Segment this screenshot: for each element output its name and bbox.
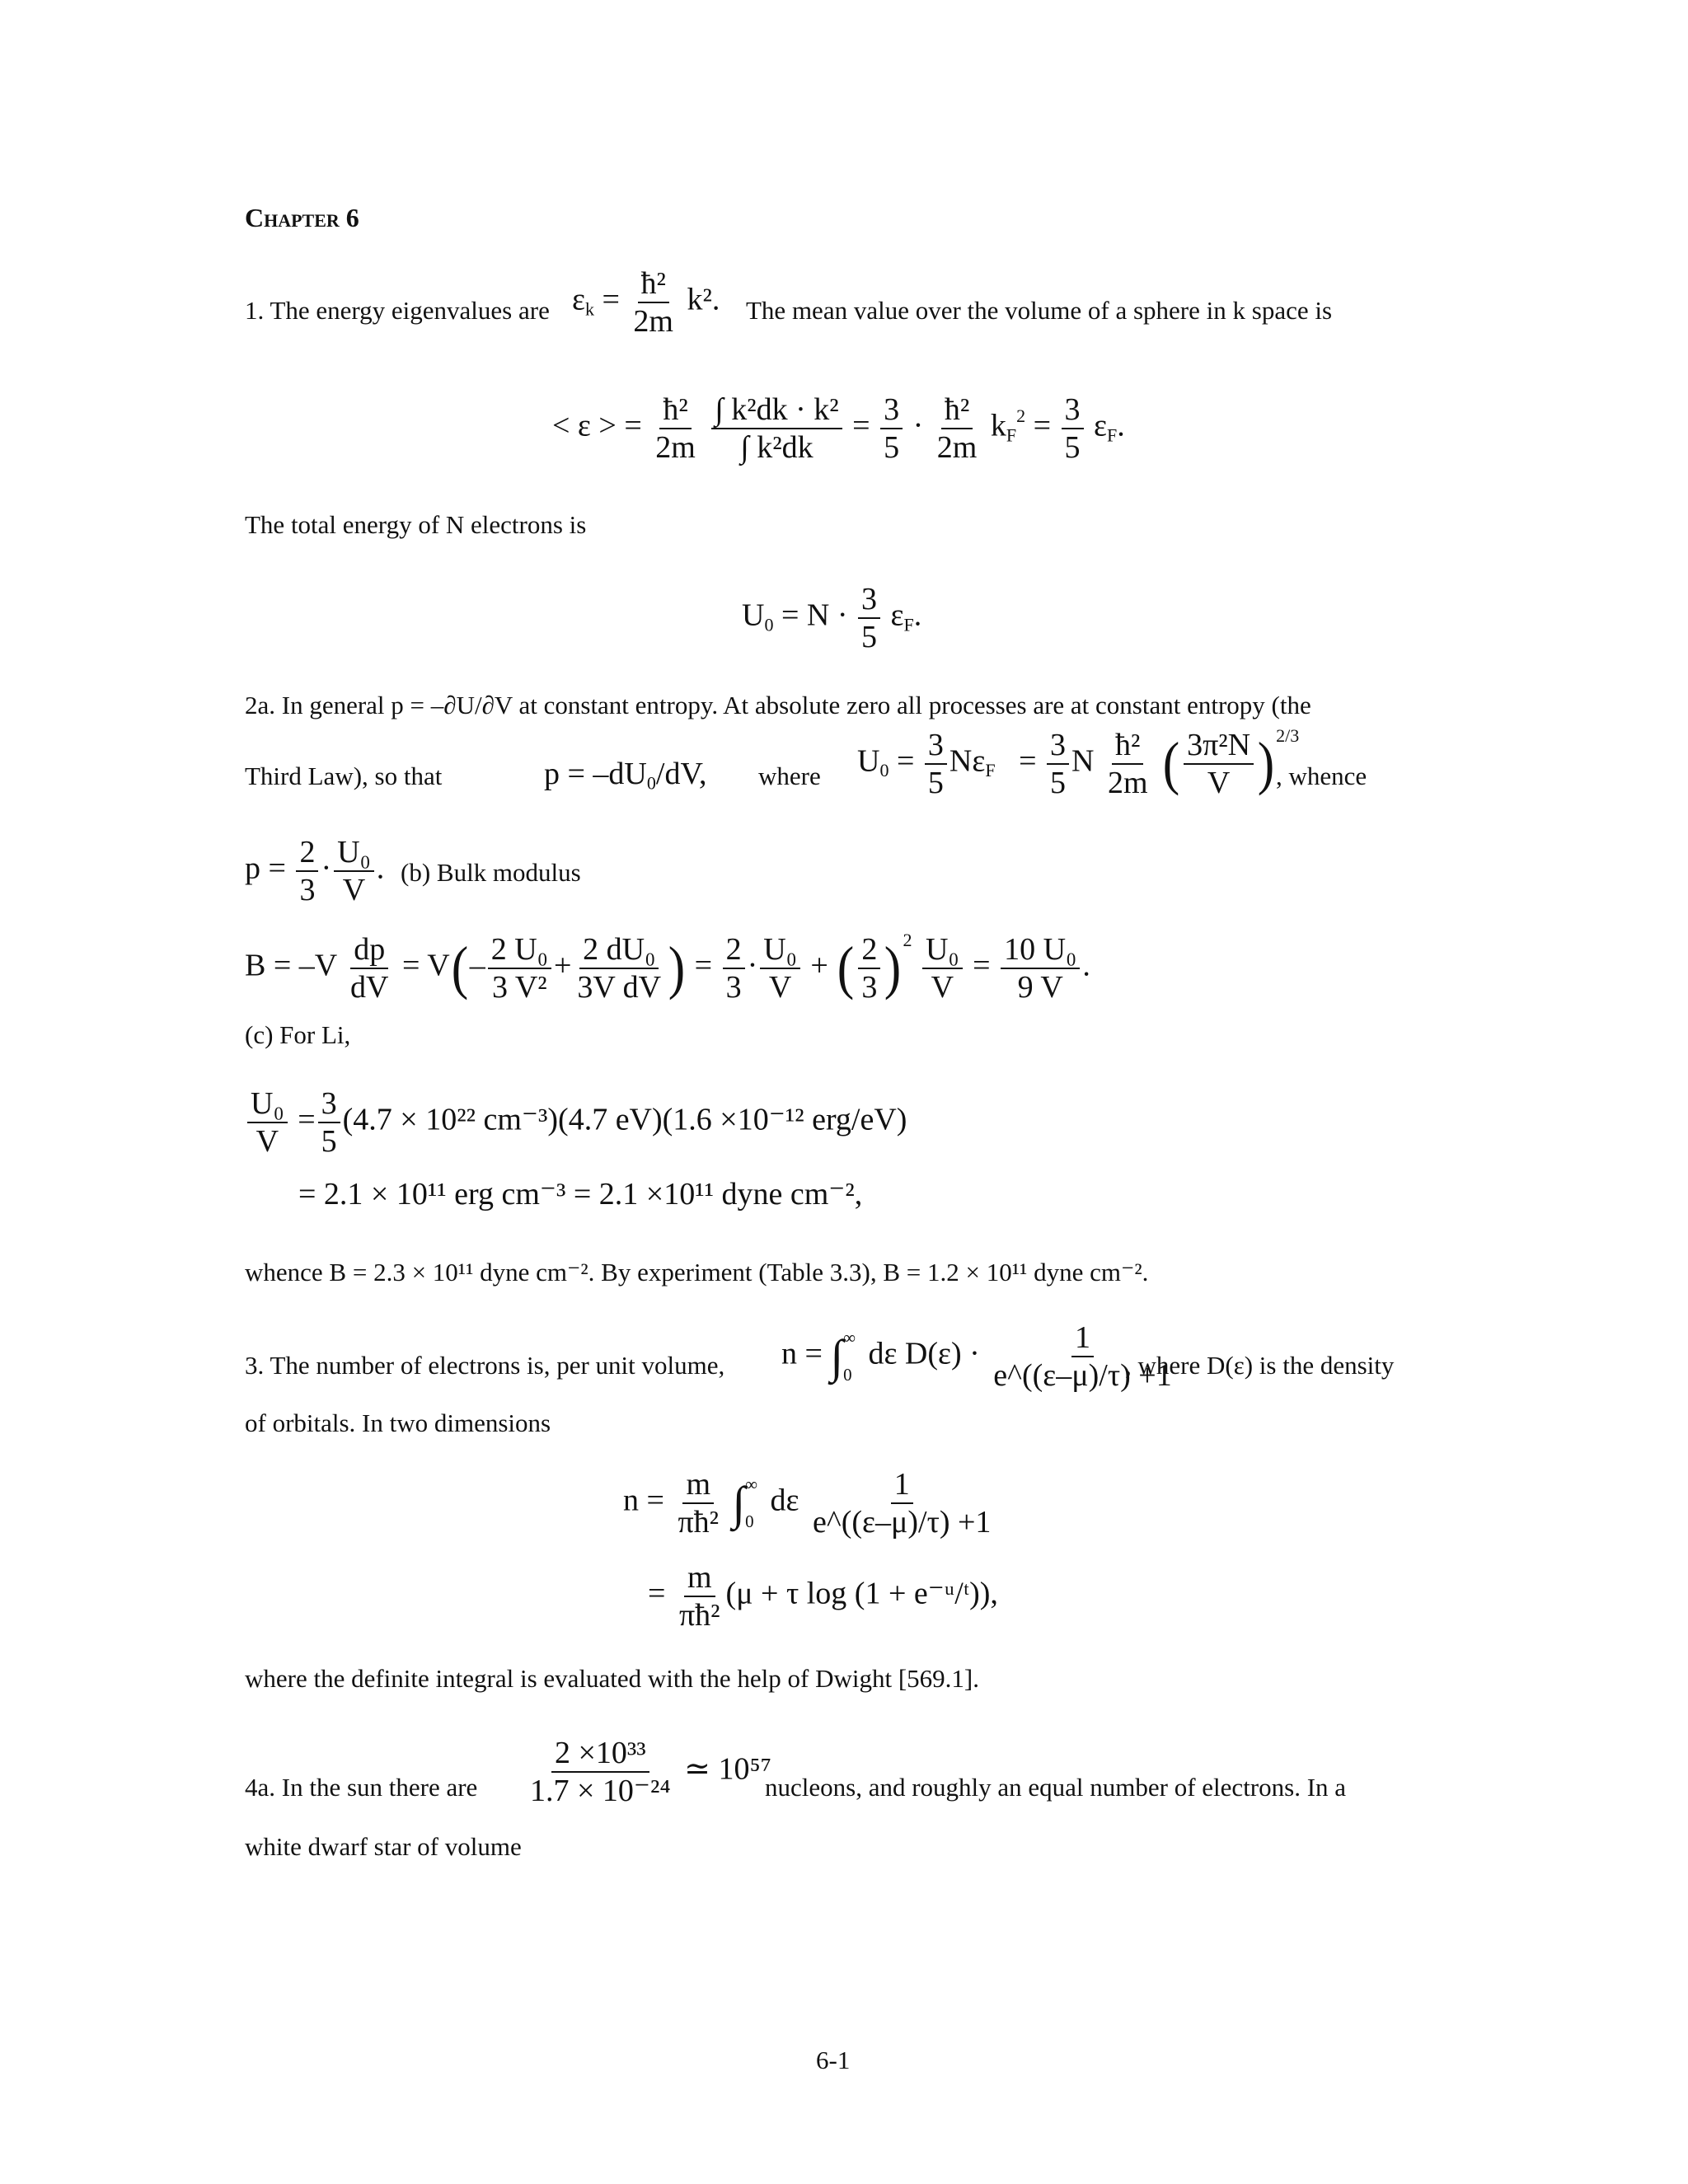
p2-b-f1 bbox=[347, 931, 392, 1005]
p2-b-lparen2: ( bbox=[837, 934, 855, 1001]
p2-whence: , whence bbox=[1276, 762, 1367, 790]
p2-b-f5-num: U₀ bbox=[760, 934, 800, 969]
p2-b-f4 bbox=[723, 931, 745, 1005]
p3-integral-sign: ∫ bbox=[830, 1330, 844, 1383]
p3-dwight: where the definite integral is evaluated with the help of Dwight [569.1]. bbox=[245, 1664, 979, 1693]
p2-u0c-frac3 bbox=[1184, 729, 1254, 799]
p2-li-f1-den: V bbox=[256, 1124, 279, 1159]
p2-pdef-tail: /dV, bbox=[655, 757, 707, 791]
p2-li-f1 bbox=[247, 1088, 288, 1157]
p2-b-dot: · bbox=[747, 948, 758, 983]
p1-mean-f5-den: 5 bbox=[1064, 430, 1081, 465]
p1-mean-f1 bbox=[652, 394, 699, 463]
p1-eig-sub: k bbox=[584, 298, 594, 320]
p4-frac bbox=[527, 1737, 674, 1807]
p3-n-num: 1 bbox=[1071, 1322, 1094, 1357]
p2-p-f1-den: 3 bbox=[299, 873, 316, 907]
p2-p-end: . bbox=[376, 851, 385, 886]
p2-li-f2-num: 3 bbox=[318, 1088, 340, 1123]
p3-n2-integral-sign: ∫ bbox=[732, 1477, 746, 1530]
p2-b-rparen: ) bbox=[668, 934, 686, 1001]
p4-frac-den: 1.7 × 10⁻²⁴ bbox=[530, 1774, 671, 1808]
p3-lim-top: ∞ bbox=[843, 1328, 856, 1347]
p2-li-eq-sign: = bbox=[298, 1102, 316, 1137]
p2-li-f2-den: 5 bbox=[321, 1124, 337, 1159]
p4-intro: 4a. In the sun there are bbox=[245, 1773, 478, 1802]
p1-mean-eps: ε bbox=[1094, 408, 1108, 443]
p4-frac-eq bbox=[524, 1737, 771, 1807]
p2-u0c-den: 5 bbox=[1050, 765, 1067, 800]
p1-mean-f3-num: 3 bbox=[880, 394, 903, 429]
p3-n2-limits bbox=[745, 1476, 757, 1530]
p2-b-f7-den: V bbox=[931, 969, 954, 1005]
p3-n2-lim-top: ∞ bbox=[745, 1474, 758, 1494]
p3-n-lhs: n = bbox=[781, 1336, 823, 1371]
p3-n2-f1 bbox=[674, 1469, 722, 1538]
p3-n2-f2-den: e^((ε–μ)/τ) +1 bbox=[813, 1505, 992, 1540]
p2-line1: 2a. In general p = –∂U/∂V at constant entropy. At absolute zero all processes are at constant entropy (the bbox=[245, 691, 1311, 719]
p2-b-f3-den: 3V dV bbox=[577, 969, 662, 1005]
p2-u0c-frac1 bbox=[1047, 729, 1069, 799]
p2-b-f7-num: U₀ bbox=[922, 934, 963, 969]
p2-u0-defs bbox=[857, 727, 1299, 799]
p1-u0-num: 3 bbox=[858, 583, 880, 619]
p3-n2-eq bbox=[623, 1469, 996, 1538]
p1-u0-sub: 0 bbox=[764, 614, 774, 635]
p2-bulk-eq: B = –V $\frac{dp}{dV}$ = V(– $\frac{\text{2 U₀}}{\text{3 V²}}$ + $\frac{\text{2 dU₀}}{\text{3V dV}}$ ) = $\frac{2}{3}$ · $\frac{\text{U₀}}{V}$ + ( $\frac{2}{3}$ )$^2$ $\frac{\text{U₀}}{V}$ = $\frac{\text{10 U₀}}{9 V}$ . bbox=[245, 930, 1090, 1005]
p1-u0-eq bbox=[742, 583, 921, 653]
p2-pdef-sub: 0 bbox=[646, 772, 656, 794]
p1-eig-num: ħ² bbox=[638, 268, 669, 303]
p2-li-eq bbox=[245, 1088, 907, 1157]
p2-pdef-main: p = –dU bbox=[544, 757, 647, 791]
chapter-heading: Chapter 6 bbox=[245, 203, 359, 232]
p2-u0c-hnum: ħ² bbox=[1112, 729, 1143, 765]
p1-eig-den: 2m bbox=[633, 304, 673, 339]
p2-b-f6-num: 2 bbox=[858, 934, 880, 969]
p1-eig-equals: = bbox=[602, 282, 620, 317]
p3-n2-de: dε bbox=[770, 1483, 799, 1518]
p1-eigenvalue-eq bbox=[572, 268, 720, 337]
p2-b-f6-den: 3 bbox=[861, 969, 878, 1005]
p2-li-f1-num: U₀ bbox=[247, 1088, 288, 1123]
p1-u0-eps: ε bbox=[890, 598, 904, 633]
p2-u0b-sub: 0 bbox=[879, 759, 889, 780]
p1-mean-eq bbox=[552, 394, 1125, 463]
p1-mean-f4-num: ħ² bbox=[941, 394, 973, 429]
p3-n2-f1-num: m bbox=[682, 1469, 714, 1504]
p4-tail: nucleons, and roughly an equal number of electrons. In a bbox=[765, 1773, 1347, 1802]
p2-u0c-pden: V bbox=[1207, 765, 1231, 800]
p4-line2: white dwarf star of volume bbox=[245, 1832, 522, 1861]
p2-p-f2-den: V bbox=[342, 873, 366, 907]
p2-li-line2: = 2.1 × 10¹¹ erg cm⁻³ = 2.1 ×10¹¹ dyne cm⁻², bbox=[298, 1177, 863, 1212]
page-number: 6-1 bbox=[816, 2046, 851, 2074]
p1-mean-lhs: < ε > = bbox=[552, 408, 642, 443]
p2-u0b: U bbox=[857, 743, 880, 779]
p2-b-rparen2: ) bbox=[884, 934, 902, 1001]
p2-p-f1 bbox=[296, 837, 318, 906]
p2-pdef bbox=[544, 758, 707, 793]
p2-u0b-num: 3 bbox=[925, 729, 947, 765]
p3-n3-eq-sign: = bbox=[648, 1576, 666, 1611]
p2-b-f3 bbox=[574, 931, 664, 1005]
p1-mean-f1-den: 2m bbox=[655, 430, 696, 465]
p2-li-label: (c) For Li, bbox=[245, 1020, 351, 1049]
p2-result: whence B = 2.3 × 10¹¹ dyne cm⁻². By experiment (Table 3.3), B = 1.2 × 10¹¹ dyne cm⁻². bbox=[245, 1258, 1149, 1286]
p1-mean-f2-num: ∫ k²dk · k² bbox=[711, 394, 842, 429]
p2-where: where bbox=[758, 762, 821, 790]
p2-u0c-pnum: 3π²N bbox=[1184, 729, 1254, 765]
p2-b-f6 bbox=[858, 931, 880, 1005]
p2-b-f4-den: 3 bbox=[725, 969, 742, 1005]
p3-n2-lhs: n = bbox=[623, 1483, 664, 1518]
p3-n2-f2-num: 1 bbox=[891, 1469, 913, 1504]
p2-b-f1-num: dp bbox=[350, 934, 388, 969]
p2-u0c-frac2 bbox=[1104, 729, 1151, 799]
p3-n3-eq bbox=[648, 1562, 998, 1631]
p3-n3-den: πħ² bbox=[678, 1598, 720, 1633]
p1-u0-den: 5 bbox=[861, 620, 877, 654]
p2-p-lhs: p = bbox=[245, 851, 286, 886]
p1-mean-f3-den: 5 bbox=[884, 430, 900, 465]
p2-li-rest: (4.7 × 10²² cm⁻³)(4.7 eV)(1.6 ×10⁻¹² erg/eV) bbox=[342, 1102, 907, 1137]
p2-b-plus1: + bbox=[553, 948, 572, 983]
p3-n3-num: m bbox=[684, 1562, 715, 1597]
p2-b-plus2: + bbox=[810, 948, 828, 983]
p2-u0c-hden: 2m bbox=[1107, 765, 1148, 800]
p1-u0-lhs: U bbox=[742, 598, 765, 633]
p1-mean-f5 bbox=[1062, 394, 1084, 463]
p2-b-f8-den: 9 V bbox=[1017, 969, 1063, 1005]
p2-u0c-lparen: ( bbox=[1162, 729, 1180, 796]
p1-mean-f5-num: 3 bbox=[1062, 394, 1084, 429]
p2-u0c-n: N bbox=[1071, 743, 1095, 779]
p4-approx: ≃ 10⁵⁷ bbox=[684, 1751, 771, 1787]
p2-b-f1-den: dV bbox=[350, 969, 389, 1005]
p1-mean-kf: k bbox=[990, 408, 1006, 443]
p3-n-eq bbox=[781, 1322, 1178, 1391]
p1-eig-lhs: ε bbox=[572, 282, 585, 317]
p3-n3-frac bbox=[676, 1562, 724, 1631]
p1-eig-frac bbox=[630, 268, 677, 337]
p1-mean-eq3: = bbox=[1033, 408, 1052, 443]
p1-mean-f1-num: ħ² bbox=[659, 394, 691, 429]
p2-p-dot: · bbox=[321, 851, 332, 886]
p1-mean-f3 bbox=[880, 394, 903, 463]
p4-frac-num: 2 ×10³³ bbox=[551, 1737, 649, 1773]
p2-b-f5-den: V bbox=[768, 969, 792, 1005]
p1-mean-dot: · bbox=[912, 408, 924, 443]
p2-third-law: Third Law), so that bbox=[245, 762, 443, 790]
p2-u0b-tail-sub: F bbox=[985, 759, 996, 780]
p1-eig-tail: k². bbox=[687, 282, 720, 317]
p1-mean-text: The mean value over the volume of a sphere in k space is bbox=[746, 296, 1333, 325]
p3-n3-rest: (μ + τ log (1 + e⁻ᵘ/ᵗ)), bbox=[725, 1576, 998, 1611]
p3-n2-f2 bbox=[809, 1469, 994, 1538]
p2-b-f4-num: 2 bbox=[723, 934, 745, 969]
p1-mean-kf-sup: 2 bbox=[1016, 405, 1026, 427]
p2-b-lparen: ( bbox=[451, 934, 468, 1001]
p2-b-f8 bbox=[1001, 931, 1080, 1005]
p2-b-f8-num: 10 U₀ bbox=[1001, 934, 1080, 969]
p2-u0b-frac bbox=[925, 729, 947, 799]
p3-limits bbox=[843, 1329, 856, 1384]
p1-mean-f2-den: ∫ k²dk bbox=[740, 430, 814, 465]
p2-b-f2-den: 3 V² bbox=[492, 969, 547, 1005]
p2-b-lhs: B = –V bbox=[245, 948, 337, 983]
p2-bulk-label: (b) Bulk modulus bbox=[401, 858, 581, 887]
p2-p-f1-num: 2 bbox=[296, 837, 318, 872]
p1-total-text: The total energy of N electrons is bbox=[245, 510, 587, 539]
p1-u0-eps-sub: F bbox=[903, 614, 914, 635]
p1-mean-f4 bbox=[934, 394, 981, 463]
p2-u0c-num: 3 bbox=[1047, 729, 1069, 765]
p2-p-f2-num: U₀ bbox=[334, 837, 374, 872]
p3-line2: of orbitals. In two dimensions bbox=[245, 1408, 551, 1437]
p2-u0c-rparen: ) bbox=[1257, 729, 1275, 796]
p2-u0c-exp: 2/3 bbox=[1276, 725, 1300, 746]
p2-li-f2 bbox=[318, 1088, 340, 1157]
p2-b-f5 bbox=[760, 931, 800, 1005]
p3-intro: 3. The number of electrons is, per unit volume, bbox=[245, 1351, 725, 1380]
p1-u0-mid: = N · bbox=[781, 598, 848, 633]
p2-u0b-tail: Nε bbox=[949, 743, 986, 779]
p2-b-f2 bbox=[488, 931, 551, 1005]
p3-integrand: dε D(ε) · bbox=[868, 1336, 980, 1371]
p2-b-f7 bbox=[922, 931, 963, 1005]
p1-mean-f2 bbox=[711, 394, 842, 463]
p3-n-den: e^((ε–μ)/τ) +1 bbox=[993, 1358, 1172, 1393]
p1-u0-end: . bbox=[913, 598, 922, 633]
p2-p-eq bbox=[245, 837, 384, 906]
p2-u0b-den: 5 bbox=[927, 765, 944, 800]
p1-mean-f4-den: 2m bbox=[936, 430, 978, 465]
p1-mean-eps-sub: F bbox=[1107, 424, 1118, 446]
p2-b-f2-num: 2 U₀ bbox=[488, 934, 551, 969]
p3-n2-f1-den: πħ² bbox=[678, 1505, 720, 1540]
p2-b-eq1: = V bbox=[402, 948, 450, 983]
p1-mean-end: . bbox=[1117, 408, 1125, 443]
p2-b-end: . bbox=[1082, 948, 1090, 983]
p2-b-f3-num: 2 dU₀ bbox=[579, 934, 659, 969]
p2-b-sq: 2 bbox=[903, 930, 912, 950]
p2-u0c-eq: = bbox=[1019, 743, 1037, 779]
p1-intro: 1. The energy eigenvalues are bbox=[245, 296, 550, 325]
p1-mean-eq2: = bbox=[852, 408, 870, 443]
p2-b-eq2: = bbox=[694, 948, 713, 983]
p2-u0b-eq: = bbox=[896, 743, 915, 779]
p1-mean-kf-sub: F bbox=[1006, 424, 1017, 446]
p3-where-tail: , where D(ε) is the density bbox=[1125, 1351, 1395, 1380]
p1-u0-frac bbox=[858, 583, 880, 653]
p3-n2-lim-bot: 0 bbox=[745, 1511, 754, 1532]
p3-lim-bot: 0 bbox=[843, 1365, 852, 1385]
p2-p-f2 bbox=[334, 837, 374, 906]
p2-b-eq3: = bbox=[973, 948, 991, 983]
